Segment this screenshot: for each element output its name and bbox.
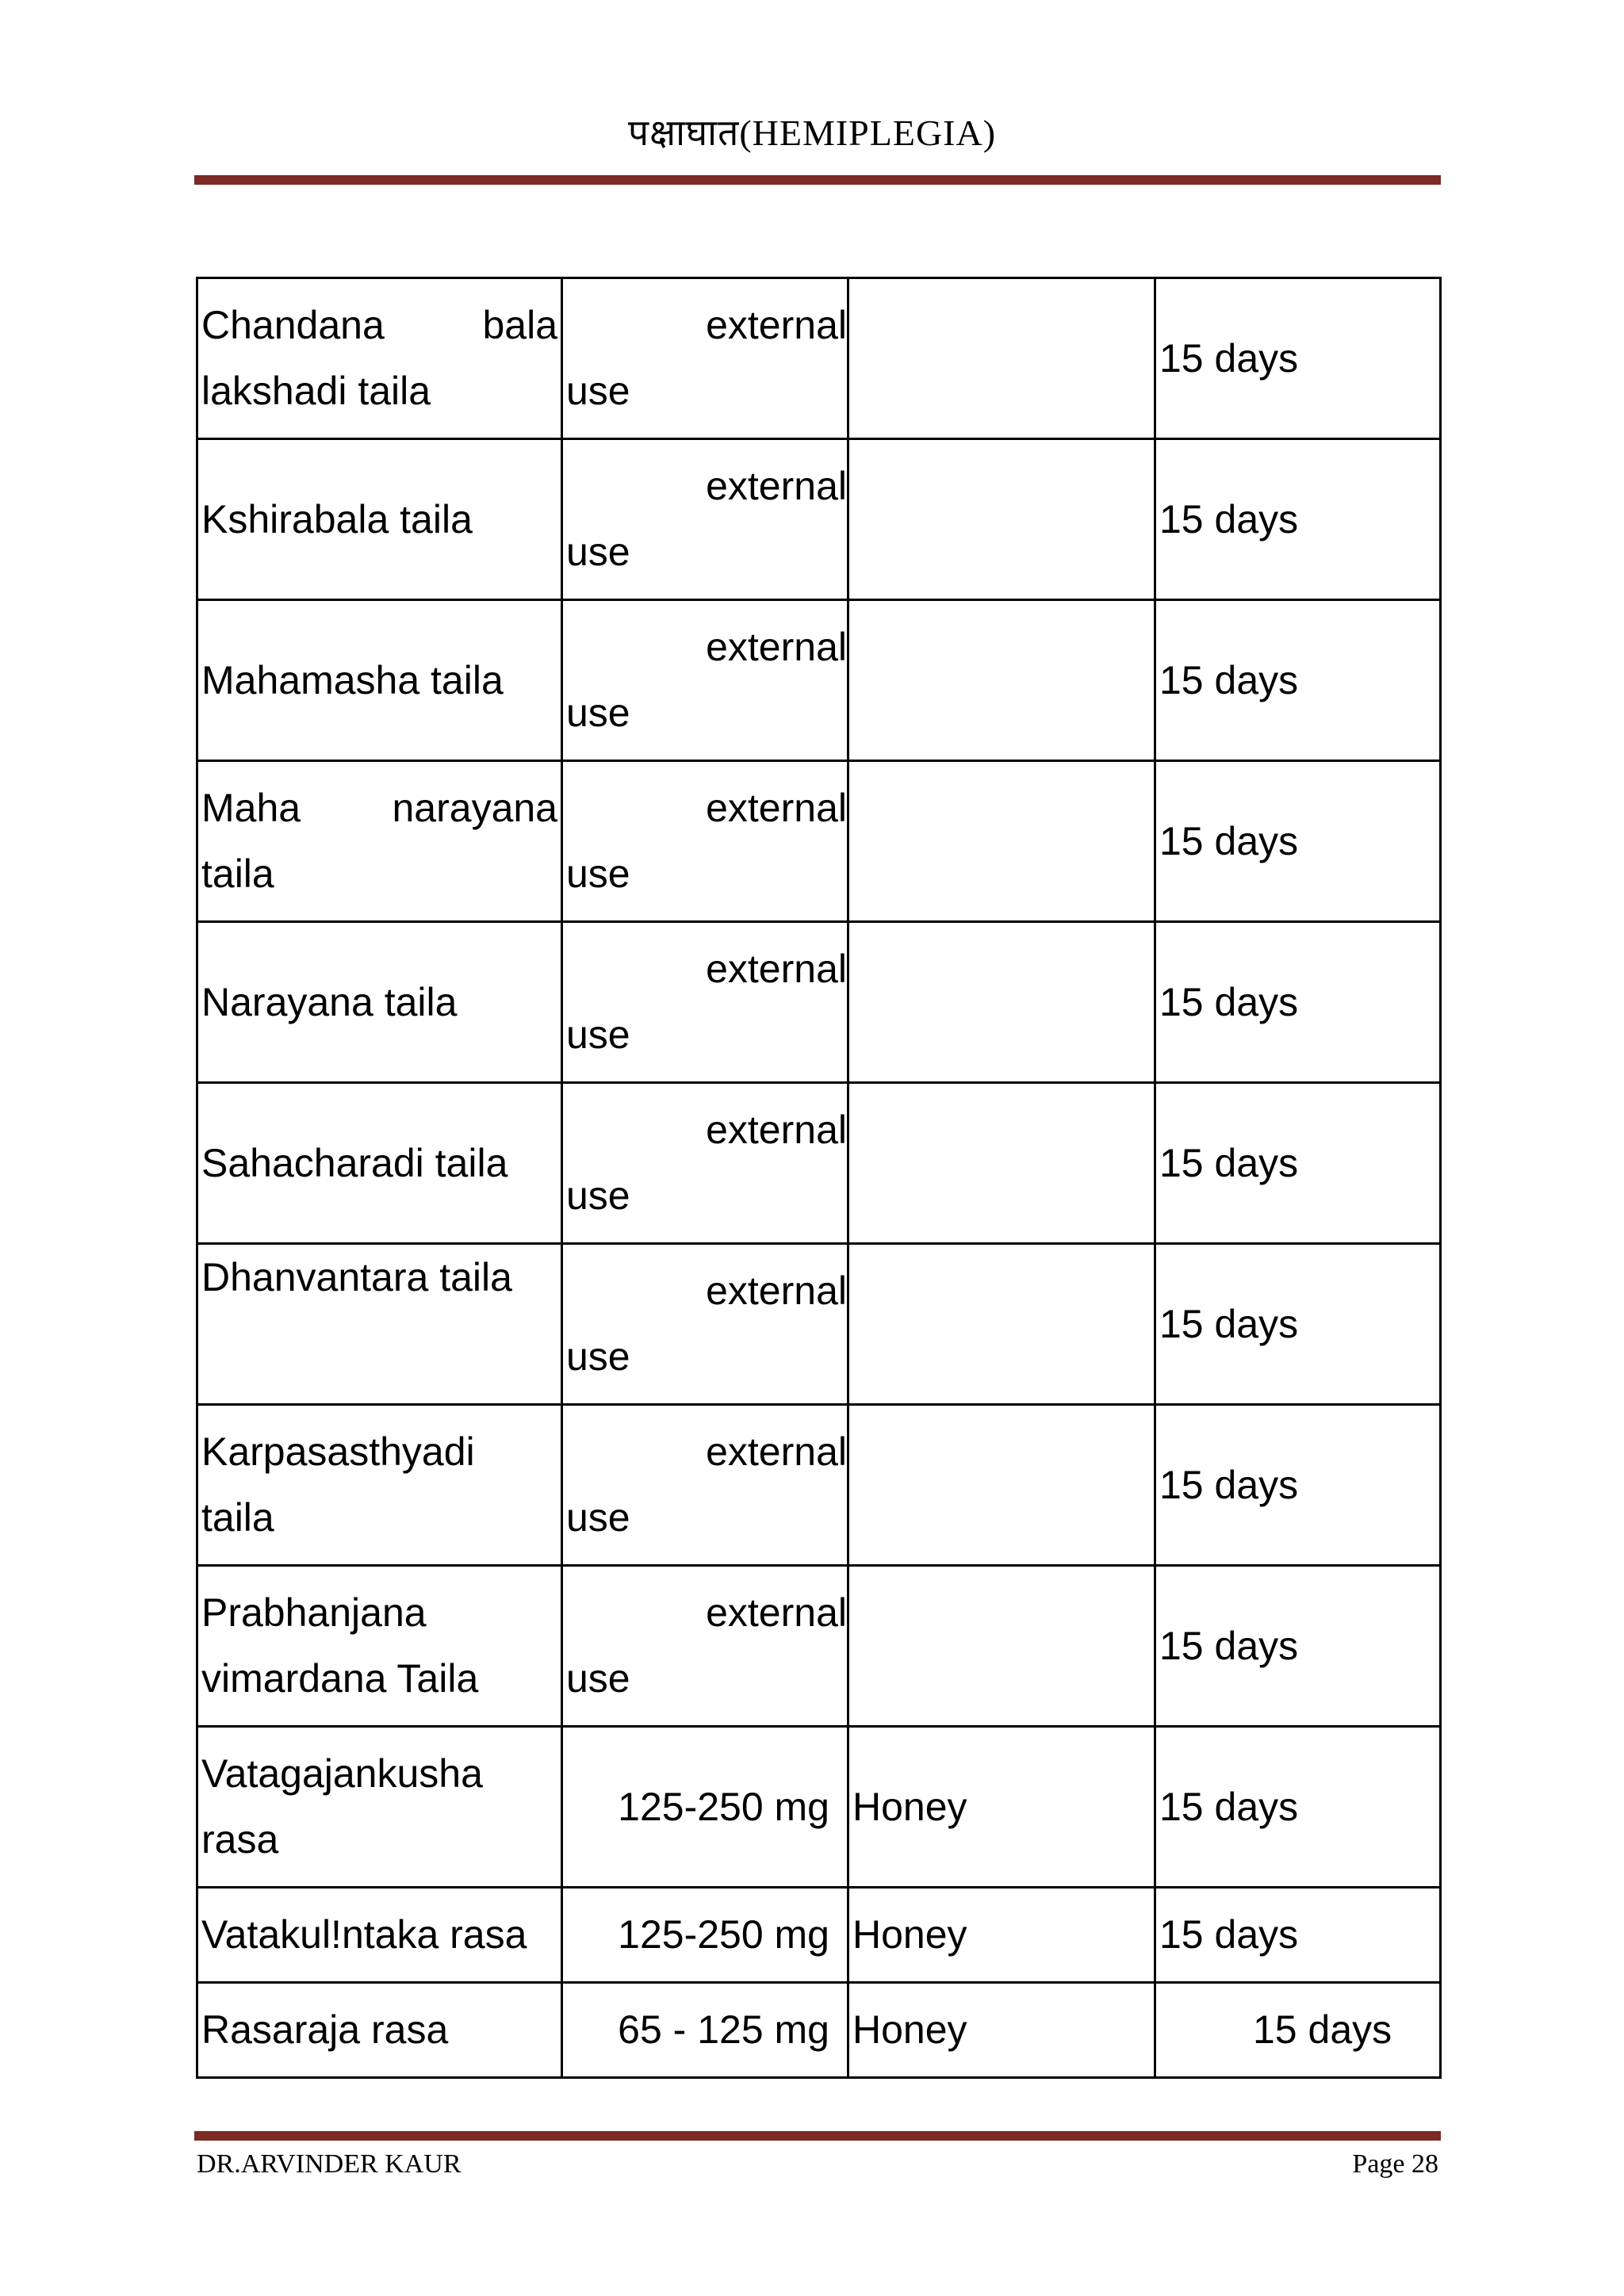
dose-bottom-text: use xyxy=(566,369,630,413)
drug-name-cell: Maha narayana taila xyxy=(197,761,562,922)
dose-top-text: external xyxy=(706,1269,847,1313)
dose-cell: 125-250 mg xyxy=(562,1888,848,1983)
footer-author: DR.ARVINDER KAUR xyxy=(197,2149,462,2179)
dose-top-text: external xyxy=(706,464,847,508)
table-row xyxy=(197,278,1441,439)
dose-top-text: external xyxy=(706,625,847,669)
vehicle-cell xyxy=(848,278,1155,439)
dose-top-text: external xyxy=(706,1429,847,1474)
dose-top-text: external xyxy=(706,1108,847,1152)
duration-cell: 15 days xyxy=(1155,922,1441,1083)
footer-page-number: Page 28 xyxy=(1352,2149,1438,2179)
dose-top-text: external xyxy=(706,947,847,991)
table-row xyxy=(197,1983,1441,2078)
dose-bottom-text: use xyxy=(566,1495,630,1540)
table-row xyxy=(197,1566,1441,1727)
dose-cell xyxy=(562,439,848,600)
dose-bottom-text: use xyxy=(566,1334,630,1379)
dose-cell xyxy=(562,278,848,439)
table-row xyxy=(197,922,1441,1083)
dose-bottom-text: use xyxy=(566,1012,630,1057)
table-row xyxy=(197,761,1441,922)
dose-top-text: external xyxy=(706,303,847,347)
dose-cell xyxy=(562,922,848,1083)
dose-cell xyxy=(562,761,848,922)
duration-cell: 15 days xyxy=(1155,1566,1441,1727)
vehicle-cell xyxy=(848,439,1155,600)
table-row xyxy=(197,439,1441,600)
table-row xyxy=(197,1888,1441,1983)
table-row xyxy=(197,1083,1441,1244)
dose-bottom-text: use xyxy=(566,1173,630,1218)
drug-name-cell: Vatakul!ntaka rasa xyxy=(197,1888,562,1983)
drug-name-cell: Mahamasha taila xyxy=(197,600,562,761)
vehicle-cell: Honey xyxy=(848,1983,1155,2078)
dose-cell: 65 - 125 mg xyxy=(562,1983,848,2078)
drug-name-cell: Dhanvantara taila xyxy=(197,1244,562,1405)
dose-bottom-text: use xyxy=(566,530,630,574)
dose-bottom-text: use xyxy=(566,691,630,735)
duration-cell: 15 days xyxy=(1155,1244,1441,1405)
drug-name-cell: Narayana taila xyxy=(197,922,562,1083)
header-rule xyxy=(194,173,1441,185)
vehicle-cell xyxy=(848,1405,1155,1566)
dose-cell xyxy=(562,1244,848,1405)
duration-cell: 15 days xyxy=(1155,439,1441,600)
drug-name-cell: Prabhanjana vimardana Taila xyxy=(197,1566,562,1727)
duration-cell: 15 days xyxy=(1155,1405,1441,1566)
drug-name-cell: Kshirabala taila xyxy=(197,439,562,600)
vehicle-cell xyxy=(848,761,1155,922)
duration-cell: 15 days xyxy=(1155,1727,1441,1888)
vehicle-cell xyxy=(848,1566,1155,1727)
table-row xyxy=(197,1244,1441,1405)
duration-cell: 15 days xyxy=(1155,1983,1441,2078)
vehicle-cell xyxy=(848,922,1155,1083)
dose-bottom-text: use xyxy=(566,851,630,896)
duration-cell: 15 days xyxy=(1155,761,1441,922)
duration-cell: 15 days xyxy=(1155,1888,1441,1983)
duration-cell: 15 days xyxy=(1155,278,1441,439)
dose-cell xyxy=(562,1083,848,1244)
vehicle-cell xyxy=(848,1083,1155,1244)
vehicle-cell xyxy=(848,600,1155,761)
vehicle-cell xyxy=(848,1244,1155,1405)
page-header-title: पक्षाघात(HEMIPLEGIA) xyxy=(627,113,997,153)
footer-rule xyxy=(194,2131,1441,2143)
drug-name-cell: Karpasasthyadi taila xyxy=(197,1405,562,1566)
vehicle-cell: Honey xyxy=(848,1888,1155,1983)
drug-name-cell: Vatagajankusha rasa xyxy=(197,1727,562,1888)
prescription-table xyxy=(196,277,1442,2079)
dose-cell xyxy=(562,600,848,761)
drug-name-cell: Rasaraja rasa xyxy=(197,1983,562,2078)
duration-cell: 15 days xyxy=(1155,600,1441,761)
vehicle-cell: Honey xyxy=(848,1727,1155,1888)
table-row xyxy=(197,1405,1441,1566)
dose-top-text: external xyxy=(706,786,847,830)
table-row xyxy=(197,600,1441,761)
dose-top-text: external xyxy=(706,1590,847,1635)
duration-cell: 15 days xyxy=(1155,1083,1441,1244)
drug-name-cell: Chandana bala lakshadi taila xyxy=(197,278,562,439)
dose-bottom-text: use xyxy=(566,1656,630,1701)
dose-cell xyxy=(562,1566,848,1727)
table-row xyxy=(197,1727,1441,1888)
dose-cell: 125-250 mg xyxy=(562,1727,848,1888)
drug-name-cell: Sahacharadi taila xyxy=(197,1083,562,1244)
dose-cell xyxy=(562,1405,848,1566)
